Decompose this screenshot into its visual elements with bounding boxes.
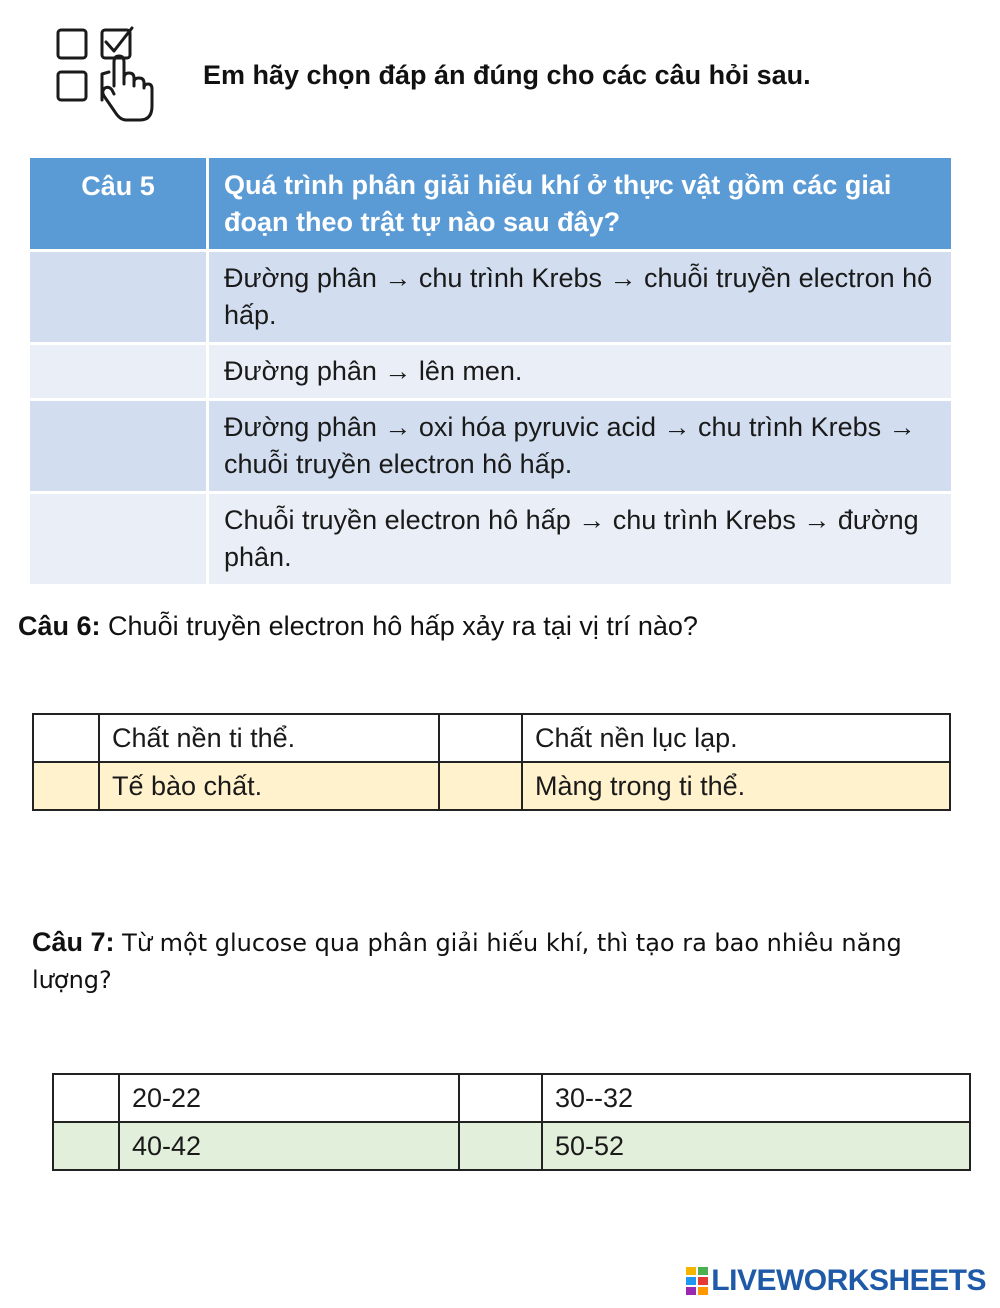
question-5-option-row[interactable] xyxy=(29,251,953,344)
answer-box[interactable] xyxy=(29,251,208,344)
question-6-option-a[interactable]: Chất nền ti thể. xyxy=(99,714,439,762)
liveworksheets-brand[interactable] xyxy=(686,1264,986,1298)
question-6-label: Câu 6: xyxy=(18,611,101,641)
answer-box[interactable] xyxy=(29,400,208,493)
question-5-label: Câu 5 xyxy=(29,157,208,251)
question-6-option-c[interactable]: Tế bào chất. xyxy=(99,762,439,810)
question-6-answer-grid xyxy=(32,713,951,811)
question-6-heading xyxy=(18,608,698,645)
instruction-text: Em hãy chọn đáp án đúng cho các câu hỏi sau. xyxy=(203,60,811,90)
question-5-option-c[interactable]: Đường phân → oxi hóa pyruvic acid → chu trình Krebs → chuỗi truyền electron hô hấp. xyxy=(208,400,953,493)
question-6-option-b[interactable]: Chất nền lục lạp. xyxy=(522,714,950,762)
question-5-option-a[interactable]: Đường phân → chu trình Krebs → chuỗi truyền electron hô hấp. xyxy=(208,251,953,344)
multiple-choice-hand-icon xyxy=(52,24,156,128)
question-7-text: Từ một glucose qua phân giải hiếu khí, thì tạo ra bao nhiêu năng lượng? xyxy=(32,929,902,994)
question-5-option-row[interactable] xyxy=(29,400,953,493)
answer-box[interactable] xyxy=(29,344,208,400)
answer-box[interactable] xyxy=(53,1122,119,1170)
question-7-option-d[interactable]: 50-52 xyxy=(542,1122,970,1170)
question-5-text: Quá trình phân giải hiếu khí ở thực vật gồm các giai đoạn theo trật tự nào sau đây? xyxy=(208,157,953,251)
brand-name: LIVEWORKSHEETS xyxy=(711,1264,986,1297)
answer-box[interactable] xyxy=(459,1074,542,1122)
question-6-text: Chuỗi truyền electron hô hấp xảy ra tại vị trí nào? xyxy=(108,611,698,641)
answer-row xyxy=(33,714,950,762)
liveworksheets-logo-icon xyxy=(686,1267,708,1295)
answer-box[interactable] xyxy=(33,762,99,810)
answer-row xyxy=(53,1074,970,1122)
question-7-option-c[interactable]: 40-42 xyxy=(119,1122,459,1170)
question-5-header-row xyxy=(29,157,953,251)
question-5-option-row[interactable] xyxy=(29,493,953,586)
answer-box[interactable] xyxy=(53,1074,119,1122)
question-5-option-b[interactable]: Đường phân → lên men. xyxy=(208,344,953,400)
question-7-label: Câu 7: xyxy=(32,927,115,957)
answer-box[interactable] xyxy=(33,714,99,762)
question-7-answer-grid xyxy=(52,1073,971,1171)
question-5-table xyxy=(27,155,954,587)
answer-box[interactable] xyxy=(439,714,522,762)
question-7-heading xyxy=(32,924,962,999)
question-7-option-a[interactable]: 20-22 xyxy=(119,1074,459,1122)
question-5-option-d[interactable]: Chuỗi truyền electron hô hấp → chu trình Krebs → đường phân. xyxy=(208,493,953,586)
question-5-option-row[interactable] xyxy=(29,344,953,400)
answer-box[interactable] xyxy=(439,762,522,810)
answer-row xyxy=(53,1122,970,1170)
answer-row xyxy=(33,762,950,810)
question-6-option-d[interactable]: Màng trong ti thể. xyxy=(522,762,950,810)
answer-box[interactable] xyxy=(459,1122,542,1170)
question-7-option-b[interactable]: 30--32 xyxy=(542,1074,970,1122)
answer-box[interactable] xyxy=(29,493,208,586)
